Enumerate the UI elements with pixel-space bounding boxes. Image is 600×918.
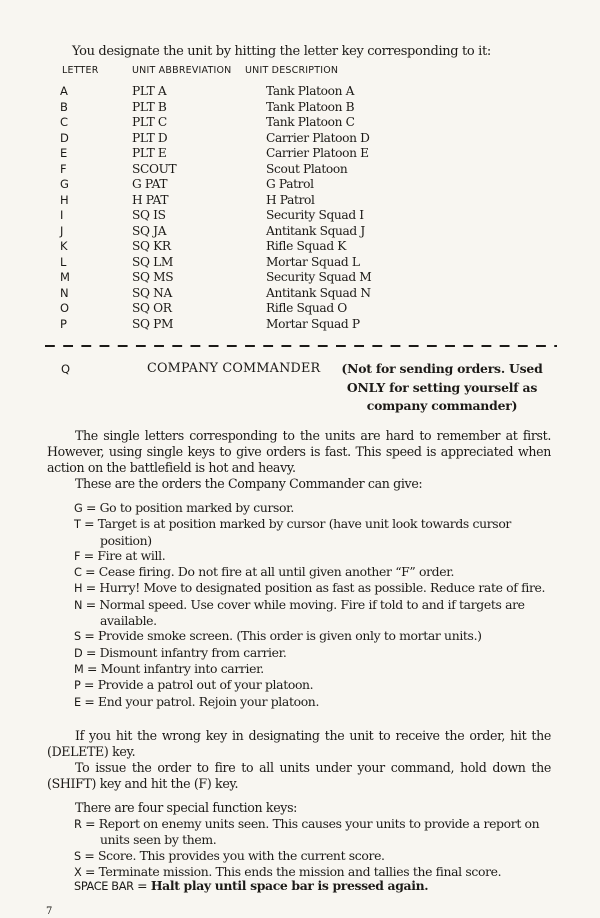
unit-letter: M	[60, 270, 70, 284]
unit-row	[0, 177, 600, 193]
order-text: Fire at will.	[97, 547, 166, 563]
unit-table	[0, 84, 600, 332]
unit-row	[0, 239, 600, 255]
unit-row	[0, 162, 600, 178]
order-key: T	[74, 518, 81, 532]
order-item: S = Score. This provides you with the current score.	[74, 847, 385, 863]
unit-letter: G	[60, 177, 69, 191]
order-text: Mount infantry into carrier.	[100, 660, 264, 676]
header-desc: UNIT DESCRIPTION	[245, 65, 339, 76]
order-text: Provide a patrol out of your platoon.	[97, 677, 314, 693]
unit-abbreviation: PLT A	[132, 84, 167, 98]
unit-row	[0, 224, 600, 240]
unit-abbreviation: SQ IS	[132, 208, 166, 222]
intro-text: You designate the unit by hitting the letter key corresponding to it:	[72, 44, 491, 59]
order-item: M = Mount infantry into carrier.	[74, 660, 264, 676]
header-letter: LETTER	[62, 65, 99, 76]
order-text: Normal speed. Use cover while moving. Fire if told to and if targets are available.	[99, 596, 525, 629]
page-number: 7	[46, 906, 53, 917]
paragraph-delete	[47, 728, 551, 792]
unit-row	[0, 131, 600, 147]
unit-letter: C	[60, 115, 68, 129]
paragraph-units-hard	[47, 428, 551, 492]
unit-row	[0, 301, 600, 317]
order-key: G	[74, 502, 83, 515]
order-key: X	[74, 865, 82, 879]
unit-letter: H	[60, 192, 69, 207]
unit-abbreviation: H PAT	[132, 192, 169, 207]
order-item: G = Go to position marked by cursor.	[74, 500, 294, 515]
unit-abbreviation: PLT D	[132, 130, 168, 145]
unit-description: Carrier Platoon D	[266, 130, 370, 145]
unit-letter: E	[60, 146, 67, 160]
order-key: C	[74, 566, 82, 580]
order-text: Report on enemy units seen. This causes your units to provide a report on units seen by them.	[98, 816, 540, 848]
order-text: Terminate mission. This ends the mission and tallies the final score.	[98, 863, 502, 879]
unit-abbreviation: SQ MS	[132, 270, 174, 284]
order-key: M	[74, 662, 84, 676]
unit-letter: B	[60, 99, 68, 114]
unit-description: Tank Platoon B	[266, 99, 355, 114]
order-list	[74, 500, 552, 710]
header-abbr: UNIT ABBREVIATION	[132, 65, 232, 76]
unit-abbreviation: PLT C	[132, 115, 167, 129]
order-text: Dismount infantry from carrier.	[99, 644, 287, 660]
order-text: Cease firing. Do not fire at all until given another “F” order.	[98, 564, 455, 580]
commander-note: (Not for sending orders. Used ONLY for setting yourself as company commander)	[341, 361, 543, 413]
unit-row	[0, 255, 600, 271]
order-item: C = Cease firing. Do not fire at all until given another “F” order.	[74, 564, 455, 580]
unit-abbreviation: SQ LM	[132, 254, 174, 269]
unit-description: Rifle Squad K	[266, 239, 347, 253]
unit-description: Security Squad M	[266, 270, 372, 284]
order-text: Hurry! Move to designated position as fast as possible. Reduce rate of fire.	[99, 580, 546, 596]
unit-abbreviation: SQ JA	[132, 223, 167, 238]
unit-row	[0, 317, 600, 333]
commander-letter: Q	[61, 362, 71, 376]
order-text: Go to position marked by cursor.	[99, 500, 294, 515]
order-item: P = Provide a patrol out of your platoon.	[74, 677, 314, 693]
dashed-divider	[45, 345, 557, 347]
unit-description: Carrier Platoon E	[266, 146, 369, 160]
order-item: E = End your patrol. Rejoin your platoon.	[74, 693, 320, 709]
unit-abbreviation: G PAT	[132, 177, 168, 191]
unit-letter: F	[60, 161, 67, 176]
commander-title: COMPANY COMMANDER	[147, 361, 321, 376]
order-item: D = Dismount infantry from carrier.	[74, 644, 287, 660]
unit-letter: K	[60, 239, 68, 253]
unit-abbreviation: SQ NA	[132, 285, 172, 300]
paragraph-text: To issue the order to fire to all units under your command, hold down the (SHIFT) key and hit the (F) key.	[47, 760, 551, 791]
unit-row	[0, 146, 600, 162]
order-item: F = Fire at will.	[74, 547, 166, 563]
unit-abbreviation: PLT E	[132, 146, 167, 160]
special-key-list	[74, 816, 552, 880]
unit-letter: P	[60, 316, 67, 331]
unit-row	[0, 84, 600, 100]
unit-description: Scout Platoon	[266, 161, 348, 176]
order-text: Target is at position marked by cursor (have unit look towards cursor position)	[97, 516, 512, 548]
unit-description: H Patrol	[266, 192, 315, 207]
order-item: H = Hurry! Move to designated position as fast as possible. Reduce rate of fire.	[74, 580, 546, 596]
order-key: N	[74, 598, 83, 612]
order-item: R = Report on enemy units seen. This causes your units to provide a report on units seen by them.	[74, 816, 540, 848]
order-item: S = Provide smoke screen. (This order is given only to mortar units.)	[74, 628, 482, 644]
order-item: N = Normal speed. Use cover while moving. Fire if told to and if targets are available.	[74, 596, 525, 629]
unit-abbreviation: SQ KR	[132, 239, 171, 253]
unit-letter: A	[60, 84, 68, 98]
order-key: R	[74, 818, 82, 831]
unit-row	[0, 270, 600, 286]
unit-description: Tank Platoon A	[266, 84, 355, 98]
unit-row	[0, 193, 600, 209]
paragraph-text: The single letters corresponding to the units are hard to remember at first. However, using single keys to give orders is fast. This speed is appreciated when action on the battlefield is hot and heavy.	[47, 428, 551, 475]
unit-row	[0, 115, 600, 131]
unit-letter: D	[60, 130, 69, 145]
space-bar-entry: SPACE BAR = Halt play until space bar is pressed again.	[74, 878, 429, 893]
unit-description: G Patrol	[266, 177, 314, 191]
order-key: H	[74, 582, 83, 596]
order-text: Score. This provides you with the current score.	[98, 847, 385, 863]
unit-abbreviation: SCOUT	[132, 161, 177, 176]
order-text: End your patrol. Rejoin your platoon.	[98, 693, 320, 709]
order-key: S	[74, 630, 81, 644]
unit-letter: L	[60, 254, 67, 269]
paragraph-special	[47, 800, 551, 816]
unit-abbreviation: PLT B	[132, 99, 167, 114]
unit-description: Mortar Squad L	[266, 254, 360, 269]
paragraph-text: If you hit the wrong key in designating the unit to receive the order, hit the (DELETE) key.	[47, 728, 551, 759]
special-key-text: Halt play until space bar is pressed again.	[150, 878, 429, 893]
order-text: Provide smoke screen. (This order is given only to mortar units.)	[98, 628, 482, 644]
unit-letter: I	[60, 208, 64, 222]
order-key: F	[74, 549, 81, 563]
unit-row	[0, 208, 600, 224]
unit-abbreviation: SQ PM	[132, 316, 174, 331]
paragraph-text: There are four special function keys:	[75, 800, 298, 815]
special-key-label: SPACE BAR	[74, 880, 134, 893]
unit-description: Mortar Squad P	[266, 316, 360, 331]
order-key: D	[74, 646, 83, 660]
unit-abbreviation: SQ OR	[132, 301, 172, 315]
unit-description: Antitank Squad J	[266, 223, 365, 238]
unit-description: Antitank Squad N	[266, 285, 371, 300]
order-item: X = Terminate mission. This ends the mission and tallies the final score.	[74, 863, 502, 879]
unit-letter: J	[60, 223, 64, 238]
order-key: P	[74, 679, 81, 693]
order-key: E	[74, 695, 81, 709]
unit-row	[0, 286, 600, 302]
unit-description: Rifle Squad O	[266, 301, 347, 315]
unit-row	[0, 100, 600, 116]
unit-description: Security Squad I	[266, 208, 364, 222]
paragraph-text: These are the orders the Company Commander can give:	[75, 476, 423, 491]
unit-description: Tank Platoon C	[266, 115, 355, 129]
order-item: T = Target is at position marked by cursor (have unit look towards cursor position)	[74, 516, 512, 548]
order-key: S	[74, 849, 81, 863]
unit-letter: N	[60, 285, 69, 300]
unit-letter: O	[60, 301, 69, 315]
